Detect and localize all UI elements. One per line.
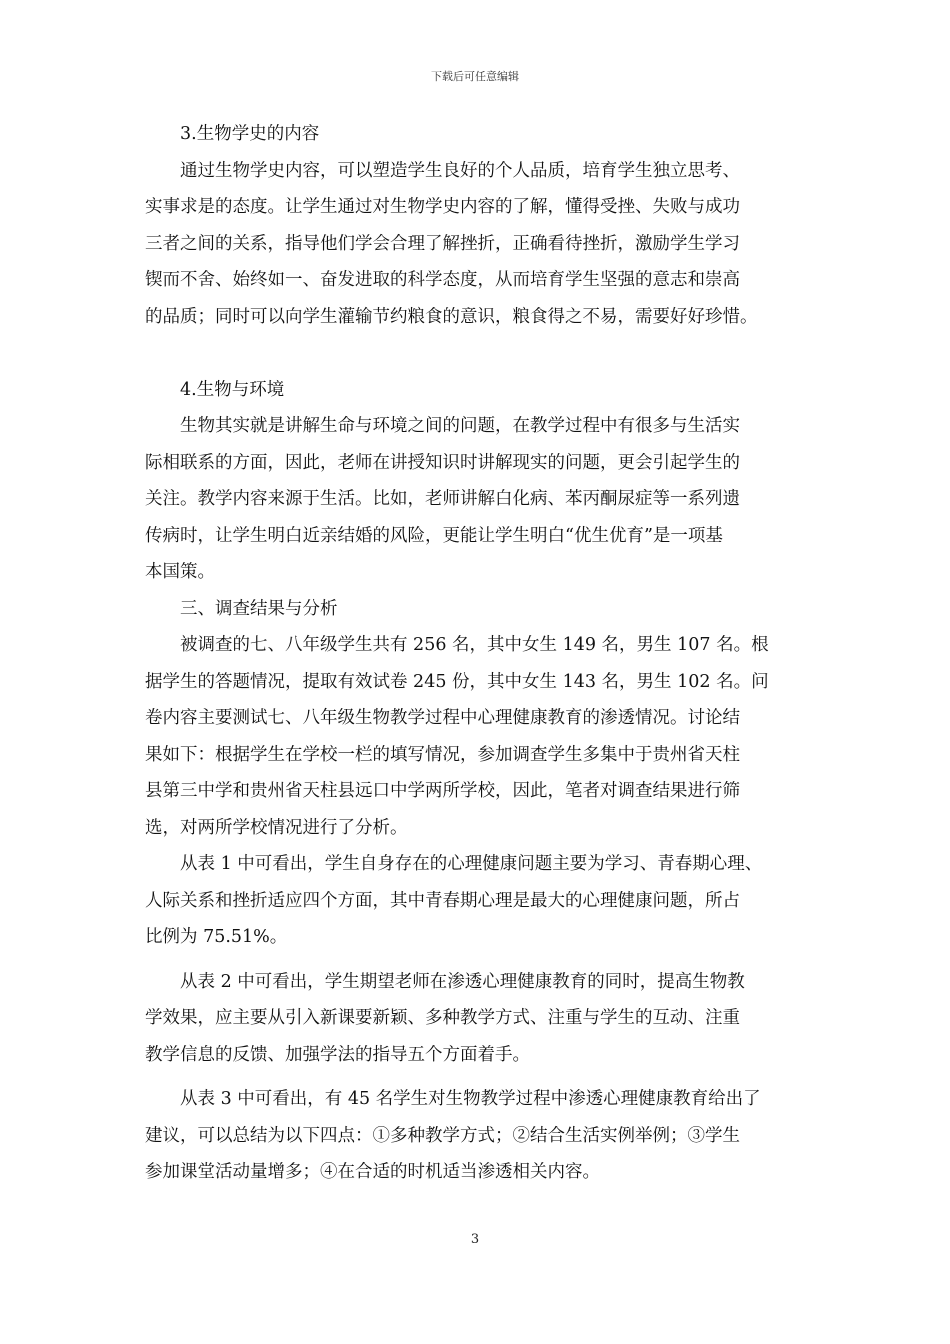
paragraph-line: 从表 2 中可看出，学生期望老师在渗透心理健康教育的同时，提高生物教 xyxy=(180,971,745,992)
paragraph-line: 通过生物学史内容，可以塑造学生良好的个人品质，培育学生独立思考、 xyxy=(180,160,740,181)
paragraph-line: 关注。教学内容来源于生活。比如，老师讲解白化病、苯丙酮尿症等一系列遗 xyxy=(145,489,740,509)
paragraph-spacer xyxy=(145,956,813,964)
document-body xyxy=(145,116,813,1191)
paragraph-line: 果如下：根据学生在学校一栏的填写情况，参加调查学生多集中于贵州省天柱 xyxy=(145,744,740,765)
paragraph-line: 际相联系的方面，因此，老师在讲授知识时讲解现实的问题，更会引起学生的 xyxy=(145,452,740,473)
paragraph-line: 的品质；同时可以向学生灌输节约粮食的意识，粮食得之不易，需要好好珍惜。 xyxy=(145,306,758,327)
section-heading: 三、调查结果与分析 xyxy=(180,598,338,619)
paragraph-line: 选，对两所学校情况进行了分析。 xyxy=(145,817,408,838)
paragraph-line: 县第三中学和贵州省天柱县远口中学两所学校，因此，笔者对调查结果进行筛 xyxy=(145,781,740,801)
paragraph-line: 比例为 75.51%。 xyxy=(145,927,288,947)
page-header: 下载后可任意编辑 xyxy=(431,70,519,83)
paragraph-spacer xyxy=(145,1073,813,1081)
paragraph-line: 三者之间的关系，指导他们学会合理了解挫折，正确看待挫折，激励学生学习 xyxy=(145,233,740,254)
section-heading: 4.生物与环境 xyxy=(180,379,285,400)
paragraph-line: 传病时，让学生明白近亲结婚的风险，更能让学生明白“优生优育”是一项基 xyxy=(145,525,723,546)
page-number: 3 xyxy=(470,1232,480,1247)
paragraph-line: 被调查的七、八年级学生共有 256 名，其中女生 149 名，男生 107 名。根 xyxy=(180,635,769,655)
paragraph-line: 建议，可以总结为以下四点：①多种教学方式；②结合生活实例举例；③学生 xyxy=(145,1125,740,1146)
paragraph-line: 本国策。 xyxy=(145,562,215,582)
paragraph-line: 锲而不舍、始终如一、奋发进取的科学态度，从而培育学生坚强的意志和崇高 xyxy=(145,270,740,290)
paragraph-line: 实事求是的态度。让学生通过对生物学史内容的了解，懂得受挫、失败与成功 xyxy=(145,197,740,217)
paragraph-line: 卷内容主要测试七、八年级生物教学过程中心理健康教育的渗透情况。讨论结 xyxy=(145,708,740,728)
paragraph-line: 参加课堂活动量增多；④在合适的时机适当渗透相关内容。 xyxy=(145,1162,600,1182)
paragraph-line: 从表 1 中可看出，学生自身存在的心理健康问题主要为学习、青春期心理、 xyxy=(180,854,763,874)
blank-line xyxy=(145,335,813,372)
section-heading: 3.生物学史的内容 xyxy=(180,124,320,144)
paragraph-line: 从表 3 中可看出，有 45 名学生对生物教学过程中渗透心理健康教育给出了 xyxy=(180,1089,761,1109)
paragraph-line: 教学信息的反馈、加强学法的指导五个方面着手。 xyxy=(145,1044,530,1065)
paragraph-line: 据学生的答题情况，提取有效试卷 245 份，其中女生 143 名，男生 102 名。问 xyxy=(145,671,769,692)
paragraph-line: 学效果，应主要从引入新课要新颖、多种教学方式、注重与学生的互动、注重 xyxy=(145,1008,740,1028)
paragraph-line: 生物其实就是讲解生命与环境之间的问题，在教学过程中有很多与生活实 xyxy=(180,416,740,436)
paragraph-line: 人际关系和挫折适应四个方面，其中青春期心理是最大的心理健康问题，所占 xyxy=(145,890,740,911)
